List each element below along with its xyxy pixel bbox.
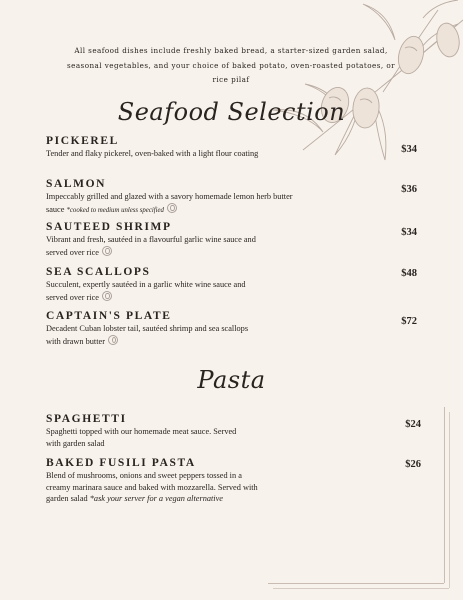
item-price: $72 xyxy=(401,316,417,327)
item-name: BAKED FUSILI PASTA xyxy=(46,457,196,469)
item-description: Blend of mushrooms, onions and sweet peppers tossed in a creamy marinara sauce and baked with mozzarella. Served with garden salad *ask your server for a vegan alternative xyxy=(46,471,258,503)
item-description: Decadent Cuban lobster tail, sautéed shrimp and sea scallops with drawn butter xyxy=(46,324,249,346)
item-price: $36 xyxy=(401,184,417,195)
item-name: CAPTAIN'S PLATE xyxy=(46,310,172,322)
item-price: $26 xyxy=(405,459,421,470)
item-price: $48 xyxy=(401,268,417,279)
item-description: Tender and flaky pickerel, oven-baked with a light flour coating xyxy=(46,149,259,158)
menu-item-sauteed-shrimp xyxy=(46,220,356,258)
vegetarian-icon xyxy=(108,335,118,345)
item-note: *ask your server for a vegan alternative xyxy=(89,494,223,503)
menu-item-salmon xyxy=(46,177,356,216)
item-description: Succulent, expertly sautéed in a garlic white wine sauce and served over rice xyxy=(46,280,246,302)
section-title-pasta: Pasta xyxy=(197,366,266,394)
menu-item-spaghetti xyxy=(46,412,356,449)
menu-item-sea-scallops xyxy=(46,265,356,303)
item-name: SALMON xyxy=(46,178,107,190)
section-title-seafood: Seafood Selection xyxy=(117,98,346,126)
vegetarian-icon xyxy=(102,291,112,301)
menu-item-baked-fusili-pasta xyxy=(46,456,356,505)
item-price: $34 xyxy=(401,144,417,155)
item-description: Spaghetti topped with our homemade meat sauce. Served with garden salad xyxy=(46,427,237,448)
frame-line xyxy=(268,583,444,584)
item-price: $34 xyxy=(401,227,417,238)
menu-item-captains-plate xyxy=(46,309,356,347)
item-name: SEA SCALLOPS xyxy=(46,266,151,278)
item-note: *cooked to medium unless specified xyxy=(66,206,164,214)
item-name: PICKEREL xyxy=(46,135,119,147)
intro-text: All seafood dishes include freshly baked bread, a starter-sized garden salad, seasonal vegetables, and your choice of baked potato, oven-roasted potatoes, or rice pilaf xyxy=(66,46,396,84)
vegetarian-icon xyxy=(102,246,112,256)
item-name: SPAGHETTI xyxy=(46,413,127,425)
item-price: $24 xyxy=(405,419,421,430)
vegetarian-icon xyxy=(167,203,177,213)
frame-line xyxy=(449,412,450,588)
item-name: SAUTEED SHRIMP xyxy=(46,221,172,233)
frame-line xyxy=(444,407,445,583)
item-description: Impeccably grilled and glazed with a savory homemade lemon herb butter sauce *cooked to medium unless specified xyxy=(46,192,293,214)
menu-item-pickerel xyxy=(46,134,356,160)
item-description: Vibrant and fresh, sautéed in a flavourful garlic wine sauce and served over rice xyxy=(46,235,256,257)
frame-line xyxy=(273,588,449,589)
